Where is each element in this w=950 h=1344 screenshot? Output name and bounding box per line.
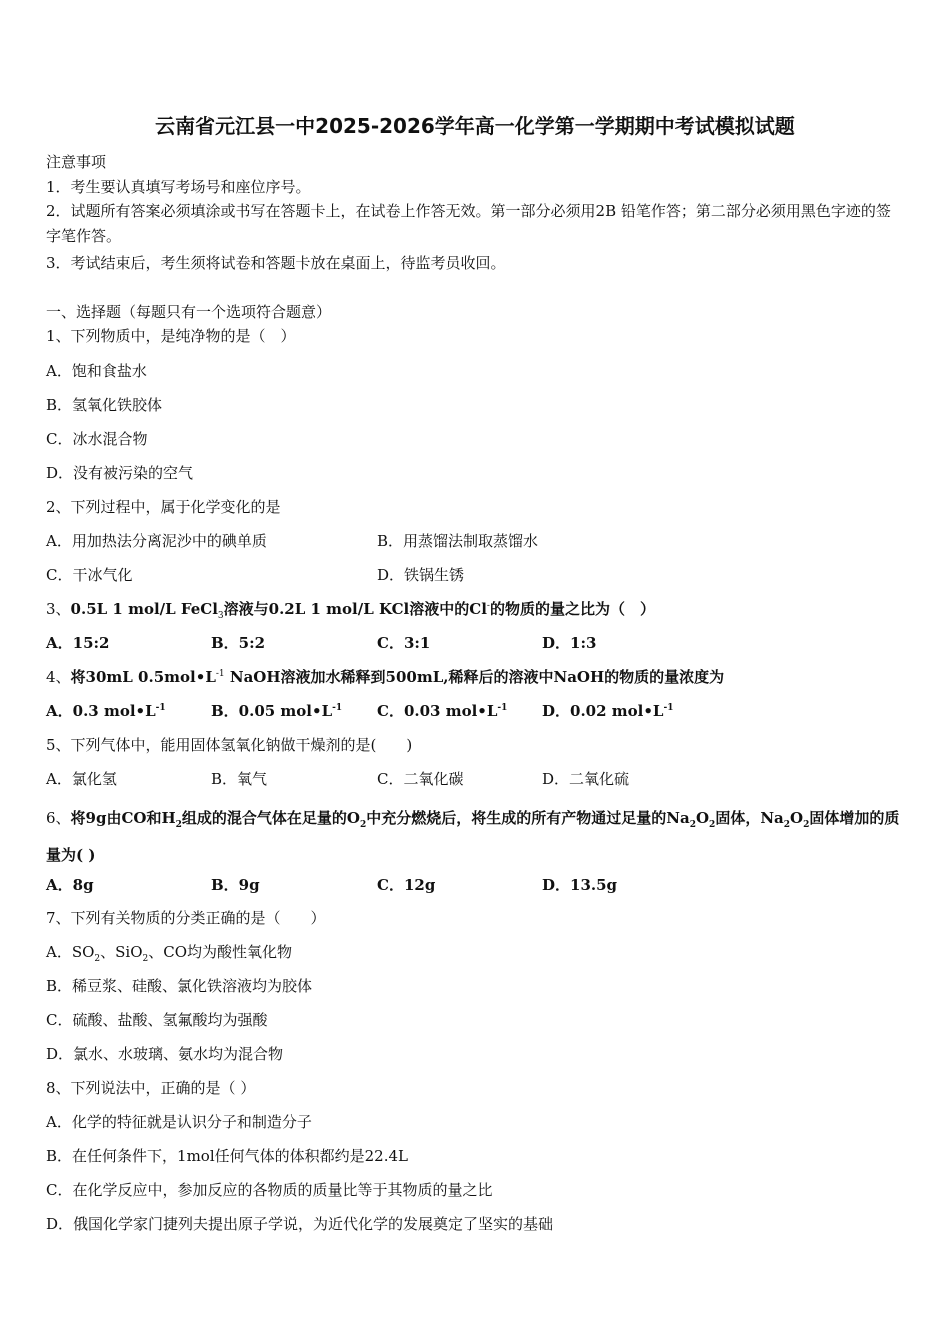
q1-option-c: C．冰水混合物 <box>46 430 148 448</box>
q3-text-3: 的物质的量之比为（ ） <box>489 600 655 618</box>
q6-text-6: O <box>790 809 804 827</box>
q6-number: 6、 <box>46 809 71 827</box>
q3-sub-1: 3 <box>217 611 224 621</box>
q6-option-c: C．12g <box>377 876 436 894</box>
q4-option-c <box>377 701 507 721</box>
q4-option-b <box>211 701 342 721</box>
q7-option-a-text-3: 、CO均为酸性氧化物 <box>148 943 293 961</box>
q2-option-d: D．铁锅生锈 <box>377 566 465 584</box>
q7-option-c: C．硫酸、盐酸、氢氟酸均为强酸 <box>46 1011 268 1029</box>
q6-sub-3: 2 <box>689 820 696 830</box>
q8-option-b: B．在任何条件下，1mol任何气体的体积都约是22.4L <box>46 1147 408 1165</box>
q3-sup-1: - <box>486 601 490 611</box>
q6-sub-5: 2 <box>783 820 791 830</box>
q7-stem: 7、下列有关物质的分类正确的是（ ） <box>46 909 326 927</box>
q1-option-a: A．饱和食盐水 <box>46 362 147 380</box>
q8-option-c: C．在化学反应中，参加反应的各物质的质量比等于其物质的量之比 <box>46 1181 493 1199</box>
notice-heading: 注意事项 <box>46 153 107 171</box>
notice-item-1: 1．考生要认真填写考场号和座位序号。 <box>46 178 311 196</box>
q2-option-c: C．干冰气化 <box>46 566 133 584</box>
q3-option-a: A．15:2 <box>46 634 110 652</box>
q4-option-c-sup: -1 <box>497 703 508 713</box>
q4-option-b-text: B．0.05 mol•L <box>211 702 333 720</box>
q4-option-d-sup: -1 <box>663 703 674 713</box>
q6-stem <box>46 800 904 874</box>
q6-text-1: 将9g由CO和H <box>70 809 176 827</box>
q4-option-a-sup: -1 <box>155 703 166 713</box>
q7-option-b: B．稀豆浆、硅酸、氯化铁溶液均为胶体 <box>46 977 313 995</box>
q5-option-d: D．二氧化硫 <box>542 770 630 788</box>
q5-option-b: B．氧气 <box>211 770 268 788</box>
q6-sub-4: 2 <box>709 820 716 830</box>
q1-option-d: D．没有被污染的空气 <box>46 464 194 482</box>
q4-option-a-text: A．0.3 mol•L <box>46 702 156 720</box>
q6-option-a: A．8g <box>46 876 94 894</box>
q6-text-4: O <box>695 809 710 827</box>
q8-option-a: A．化学的特征就是认识分子和制造分子 <box>46 1113 312 1131</box>
q5-option-c: C．二氧化碳 <box>377 770 464 788</box>
q4-option-d-text: D．0.02 mol•L <box>542 702 664 720</box>
q4-option-c-text: C．0.03 mol•L <box>377 702 498 720</box>
q6-sub-6: 2 <box>803 820 810 830</box>
q7-option-a-text-1: SO <box>71 943 95 961</box>
q2-stem: 2、下列过程中，属于化学变化的是 <box>46 498 281 516</box>
q5-option-a: A．氯化氢 <box>46 770 117 788</box>
q4-option-a <box>46 701 166 721</box>
q7-option-a <box>46 942 292 962</box>
q8-stem: 8、下列说法中，正确的是（ ） <box>46 1079 256 1097</box>
q6-option-b: B．9g <box>211 876 260 894</box>
q8-option-d: D．俄国化学家门捷列夫提出原子学说，为近代化学的发展奠定了坚实的基础 <box>46 1215 554 1233</box>
q3-text-2: 溶液与0.2L 1 mol/L KCl溶液中的Cl <box>223 600 487 618</box>
q4-sup-1: -1 <box>215 669 225 679</box>
q1-option-b: B．氢氧化铁胶体 <box>46 396 163 414</box>
q4-number: 4、 <box>46 668 71 686</box>
q6-text-7: 固体增加的质量为( ) <box>46 809 900 864</box>
q3-stem <box>46 599 655 619</box>
q4-option-d <box>542 701 673 721</box>
notice-item-2: 2．试题所有答案必须填涂或书写在答题卡上，在试卷上作答无效。第一部分必须用2B 铅笔作答；第二部分必须用黑色字迹的签字笔作答。 <box>46 202 891 245</box>
q6-text-2: 组成的混合气体在足量的O <box>181 809 360 827</box>
q1-stem: 1、下列物质中，是纯净物的是（ ） <box>46 327 296 345</box>
q7-option-a-sub-2: 2 <box>142 954 149 964</box>
q4-text-1: 将30mL 0.5mol•L <box>70 668 216 686</box>
page-title: 云南省元江县一中2025-2026学年高一化学第一学期期中考试模拟试题 <box>155 114 795 138</box>
q6-sub-1: 2 <box>175 820 182 830</box>
q7-option-d: D．氯水、水玻璃、氨水均为混合物 <box>46 1045 284 1063</box>
q4-option-b-sup: -1 <box>332 703 343 713</box>
q7-option-a-sub-1: 2 <box>94 954 101 964</box>
q3-option-c: C．3:1 <box>377 634 431 652</box>
q6-sub-2: 2 <box>360 820 367 830</box>
q6-text-5: 固体，Na <box>715 809 784 827</box>
q2-option-b: B．用蒸馏法制取蒸馏水 <box>377 532 539 550</box>
q5-stem: 5、下列气体中，能用固体氢氧化钠做干燥剂的是( ) <box>46 736 413 754</box>
section-heading: 一、选择题（每题只有一个选项符合题意） <box>46 303 332 321</box>
q3-option-d: D．1:3 <box>542 634 597 652</box>
q6-option-d: D．13.5g <box>542 876 618 894</box>
q4-stem <box>46 667 724 687</box>
q2-option-a: A．用加热法分离泥沙中的碘单质 <box>46 532 267 550</box>
q6-text-3: 中充分燃烧后，将生成的所有产物通过足量的Na <box>366 809 690 827</box>
q7-option-a-text-2: 、SiO <box>100 943 143 961</box>
q4-text-2: NaOH溶液加水稀释到500mL,稀释后的溶液中NaOH的物质的量浓度为 <box>224 668 725 686</box>
q3-text-1: 0.5L 1 mol/L FeCl <box>70 600 218 618</box>
q3-number: 3、 <box>46 600 71 618</box>
q3-option-b: B．5:2 <box>211 634 266 652</box>
q7-option-a-label: A． <box>46 943 72 961</box>
notice-item-3: 3．考试结束后，考生须将试卷和答题卡放在桌面上，待监考员收回。 <box>46 254 506 272</box>
